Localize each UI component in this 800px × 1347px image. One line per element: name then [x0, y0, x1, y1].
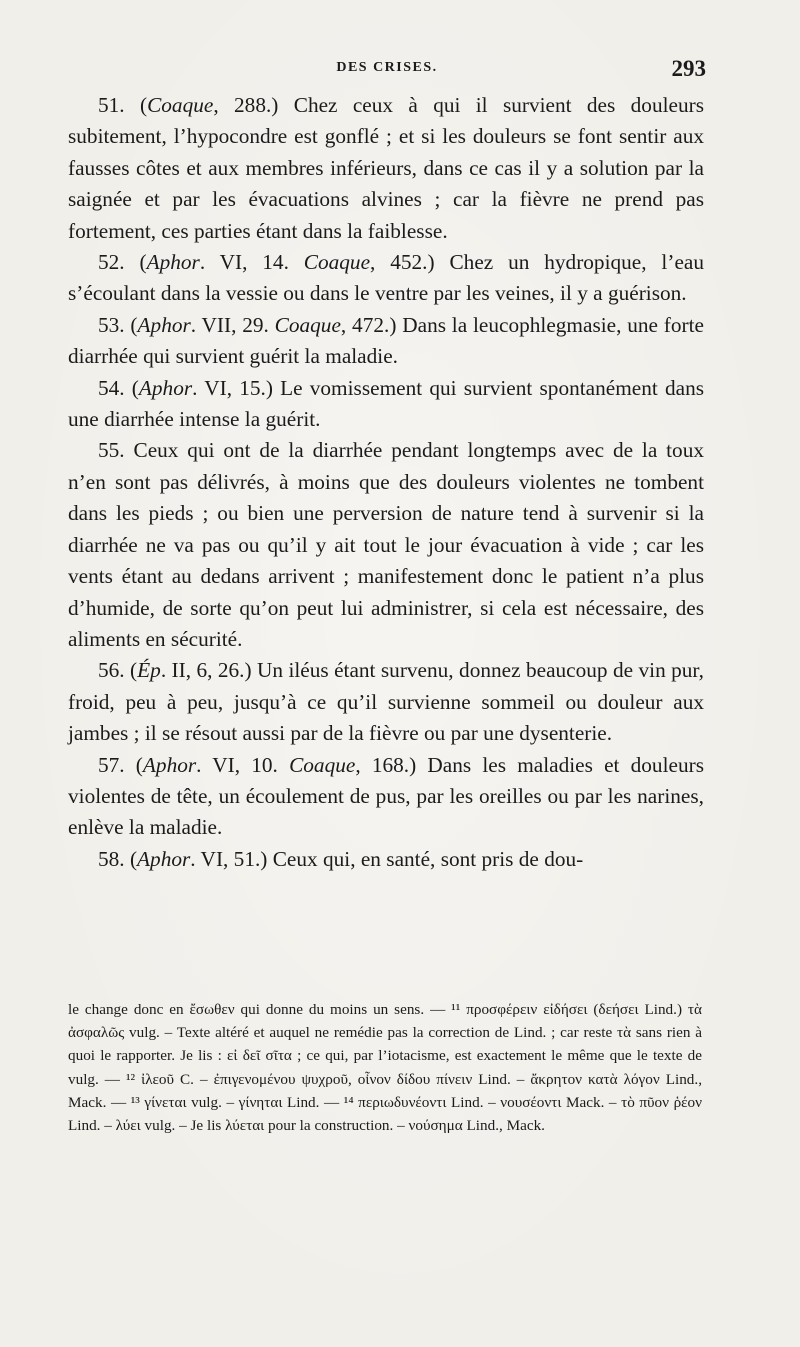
reference-detail: , 168.) — [355, 752, 428, 777]
source-reference: Aphor — [142, 752, 197, 777]
paragraph-lead: 53. ( — [98, 312, 138, 337]
paragraph-54 — [68, 373, 704, 436]
paragraph-56 — [68, 655, 704, 749]
paragraph-55 — [68, 435, 704, 655]
paragraph-text: Un iléus étant survenu, donnez beaucoup de vin pur, froid, peu à peu, jusqu’à ce qu’il survienne sommeil ou douleur aux jambes ; il se résout aussi par de la fièvre ou par une dysenterie. — [68, 658, 704, 746]
source-reference: Coaque — [289, 752, 356, 777]
running-title: DES CRISES. — [336, 60, 438, 75]
source-reference: Aphor — [146, 250, 200, 275]
reference-detail: . VII, 29. — [190, 312, 275, 337]
paragraph-53 — [68, 310, 704, 373]
source-reference: Coaque — [303, 250, 371, 275]
paragraph-lead: 52. ( — [98, 250, 147, 275]
paragraph-51 — [68, 90, 704, 247]
reference-detail: . II, 6, 26.) — [160, 658, 257, 683]
paragraph-58 — [68, 844, 704, 875]
paragraph-52 — [68, 247, 704, 310]
paragraph-lead: 54. ( — [98, 375, 139, 400]
source-reference: Coaque — [274, 312, 341, 337]
reference-detail: . VI, 51.) — [190, 846, 273, 871]
paragraph-lead: 58. ( — [98, 846, 138, 871]
paragraph-text: Dans les maladies et douleurs violentes de tête, un écoulement de pus, par les oreilles ou par les narines, enlève la maladie. — [68, 752, 704, 840]
paragraph-lead: 57. ( — [98, 752, 143, 777]
paragraph-text: Chez ceux à qui il survient des douleurs subitement, l’hypocondre est gonflé ; et si les douleurs se font sentir aux fausses côtes et aux membres inférieurs, dans ce cas il y a solution par la saignée et par les évacuations alvines ; car la fièvre ne prend pas fortement, ces parties étant dans la faiblesse. — [68, 93, 704, 243]
source-reference: Coaque — [147, 93, 214, 117]
source-reference: Ép — [137, 658, 161, 683]
reference-detail: . VI, 15.) — [192, 375, 281, 400]
paragraph-text: Le vomissement qui survient spontanément dans une diarrhée intense la guérit. — [68, 375, 705, 432]
page-number: 293 — [671, 56, 706, 81]
reference-detail: . VI, 14. — [199, 250, 304, 275]
paragraph-text: Ceux qui, en santé, sont pris de dou- — [272, 846, 584, 871]
reference-detail: . VI, 10. — [196, 752, 290, 777]
paragraph-lead: 55. — [98, 438, 134, 463]
paragraph-text: Ceux qui ont de la diarrhée pendant longtemps avec de la toux n’en sont pas délivrés, à moins que des douleurs violentes ne tombent dans les pieds ; ou bien une perversion de nature tend à survenir si la diarrhée ne va pas ou qu’il y ait tout le jour évacuation à vide ; car les vents étant au dedans arrivent ; manifestement donc le patient n’a plus d’humide, de sorte qu’on peut lui administrer, si cela est nécessaire, des aliments en sécurité. — [68, 438, 704, 651]
reference-detail: , 452.) — [370, 250, 450, 275]
paragraph-57 — [68, 750, 704, 844]
paragraph-lead: 51. ( — [98, 93, 148, 117]
reference-detail: , 288.) — [213, 93, 294, 117]
footnote-text: le change donc en ἔσωθεν qui donne du moins un sens. — ¹¹ προσφέρειν εἰδήσει (δεήσει Lind.) τὰ ἀσφαλῶς vulg. – Texte altéré et auquel ne remédie pas la correction de Lind. ; car reste τὰ sans rien à quoi le rapporter. Je lis : εἰ δεῖ σῖτα ; ce qui, par l’iotacisme, est exactement le même que le texte de vulg. — ¹² ἰλεοῦ C. – ἐπιγενομένου ψυχροῦ, οἶνον δίδου πίνειν Lind. – ἄκρητον κατὰ λόγον Lind., Mack. — ¹³ γίνεται vulg. – γίνηται Lind. — ¹⁴ περιωδυνέοντι Lind. – νουσέοντι Mack. – τὸ πῦον ῥέον Lind. – λύει vulg. – Je lis λύεται pour la construction. – νούσημα Lind., Mack. — [68, 1001, 702, 1135]
reference-detail: , 472.) — [340, 312, 403, 337]
paragraph-lead: 56. ( — [98, 658, 138, 683]
source-reference: Aphor — [138, 375, 193, 400]
running-head — [68, 56, 706, 84]
paragraph-text: Chez un hydropique, l’eau s’écoulant dans la vessie ou dans le ventre par les veines, il y a guérison. — [68, 250, 704, 306]
main-text — [68, 90, 704, 875]
source-reference: Aphor — [137, 846, 191, 871]
source-reference: Aphor — [137, 312, 191, 337]
paragraph-text: Dans la leucophlegmasie, une forte diarrhée qui survient guérit la maladie. — [68, 312, 704, 369]
footnotes — [68, 998, 702, 1137]
